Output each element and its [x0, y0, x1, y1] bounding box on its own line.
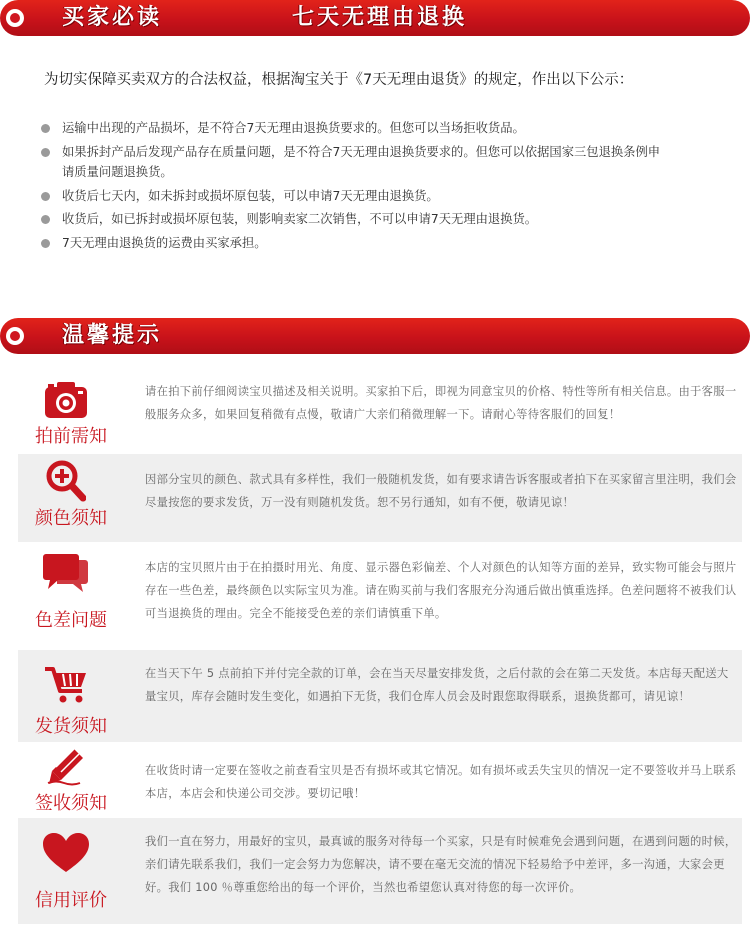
rules-list — [40, 118, 730, 256]
tip-text: 本店的宝贝照片由于在拍摄时用光、角度、显示器色彩偏差、个人对颜色的认知等方面的差异，致实物可能会与照片存在一些色差，最终颜色以实际宝贝为准。请在购买前与我们客服充分沟通后做出慎重选择。色差问题将不被我们认可当退换货的理由。完全不能接受色差的亲们请慎重下单。 — [145, 561, 737, 620]
banner-buyer-notice — [0, 0, 750, 36]
announcement-text: 为切实保障买卖双方的合法权益，根据淘宝关于《7天无理由退货》的规定，作出以下公示： — [44, 72, 634, 88]
banner-warm-tips — [0, 318, 750, 354]
tip-row-shipping-notice — [18, 650, 742, 742]
tip-label: 信用评价 — [35, 890, 107, 911]
tip-text: 在当天下午 5 点前拍下并付完全款的订单，会在当天尽量安排发货，之后付款的会在第二天发货。本店每天配送大量宝贝，库存会随时发生变化，如遇拍下无货，我们仓库人员会及时跟您取得联系，退换货都可，请见谅！ — [145, 667, 729, 703]
banner-title-left: 买家必读 — [62, 5, 163, 30]
bullet-icon — [41, 215, 50, 224]
tip-label: 签收须知 — [35, 793, 107, 814]
list-item: 7天无理由退换货的运费由买家承担。 — [40, 233, 730, 254]
list-item: 收货后七天内，如未拆封或损坏原包装，可以申请7天无理由退换货。 — [40, 186, 730, 207]
pencil-icon — [46, 747, 86, 787]
tip-text: 在收货时请一定要在签收之前查看宝贝是否有损坏或其它情况。如有损坏或丢失宝贝的情况一定不要签收并马上联系本店，本店会和快递公司交涉。要切记哦！ — [145, 764, 737, 800]
tip-label: 拍前需知 — [35, 426, 107, 447]
list-item: 如果拆封产品后发现产品存在质量问题，是不符合7天无理由退换货要求的。但您可以依据国家三包退换条例申请质量问题退换货。 — [40, 142, 662, 183]
shopping-cart-icon — [44, 666, 88, 704]
banner-title: 温馨提示 — [62, 323, 163, 348]
list-item: 收货后，如已拆封或损坏原包装，则影响卖家二次销售，不可以申请7天无理由退换货。 — [40, 209, 730, 230]
tip-label: 颜色须知 — [35, 508, 107, 529]
list-item: 运输中出现的产品损坏，是不符合7天无理由退换货要求的。但您可以当场拒收货品。 — [40, 118, 730, 139]
tip-text: 请在拍下前仔细阅读宝贝描述及相关说明。买家拍下后，即视为同意宝贝的价格、特性等所有相关信息。由于客服一般服务众多，如果回复稍微有点慢，敬请广大亲们稍微理解一下。请耐心等待客服们的回复！ — [145, 385, 737, 421]
tip-text: 因部分宝贝的颜色、款式具有多样性，我们一般随机发货，如有要求请告诉客服或者拍下在买家留言里注明，我们会尽量按您的要求发货，万一没有则随机发货。恕不另行通知，如有不便，敬请见谅！ — [145, 473, 737, 509]
banner-title-right: 七天无理由退换 — [292, 5, 468, 30]
tip-row-credit-rating — [18, 818, 742, 924]
banner-dot-icon — [6, 9, 24, 27]
tip-row-color-notice — [18, 454, 742, 542]
bullet-icon — [41, 192, 50, 201]
chat-bubbles-icon — [43, 552, 89, 596]
tip-row-signing-notice — [18, 744, 742, 816]
banner-dot-icon — [6, 327, 24, 345]
tip-row-color-difference — [18, 544, 742, 648]
bullet-icon — [41, 239, 50, 248]
tip-row-before-purchase — [18, 368, 742, 452]
tip-text: 我们一直在努力，用最好的宝贝，最真诚的服务对待每一个买家，只是有时候难免会遇到问题，在遇到问题的时候，亲们请先联系我们，我们一定会努力为您解决，请不要在毫无交流的情况下轻易给予中差评，多一沟通，大家会更好。我们 100 ％尊重您给出的每一个评价，当然也希望您认真对待您的每一次评价。 — [145, 835, 737, 894]
magnifier-plus-icon — [46, 460, 86, 502]
camera-icon — [44, 381, 88, 419]
bullet-icon — [41, 148, 50, 157]
tip-label: 发货须知 — [35, 716, 107, 737]
heart-icon — [42, 832, 90, 874]
bullet-icon — [41, 124, 50, 133]
tip-label: 色差问题 — [35, 610, 107, 631]
